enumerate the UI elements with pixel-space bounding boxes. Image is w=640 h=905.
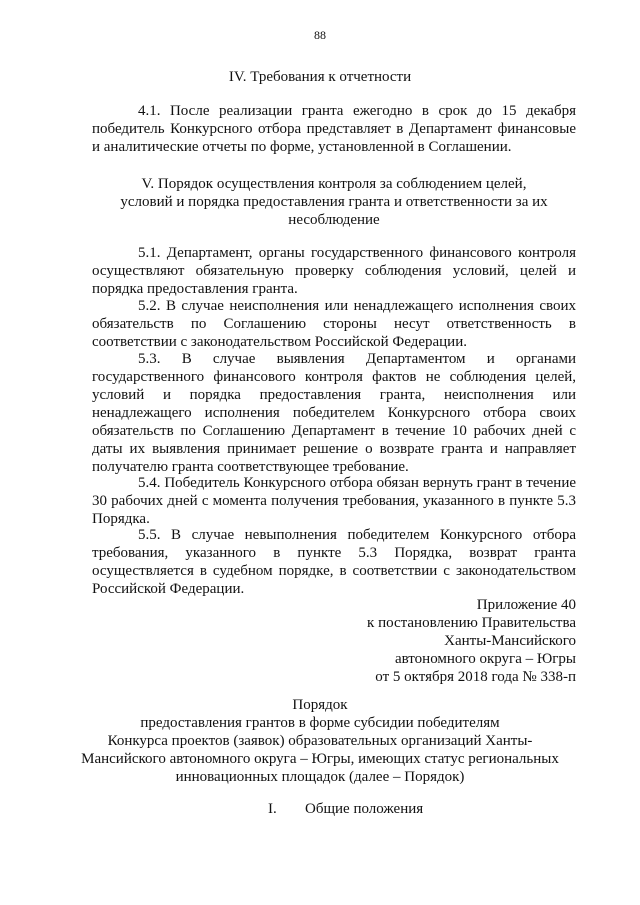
section-1-title: Общие положения (305, 801, 424, 817)
order-title-line: инновационных площадок (далее – Порядок) (175, 769, 465, 785)
paragraph-line: 4.1. После реализации гранта ежегодно в срок до 15 декабря (138, 103, 576, 119)
order-title-line: Мансийского автономного округа – Югры, имеющих статус региональных (81, 751, 559, 767)
paragraph-line: ненадлежащего исполнения победителем Конкурсного отбора своих (92, 405, 576, 421)
section-4-heading: IV. Требования к отчетности (228, 69, 412, 85)
appendix-block (300, 596, 576, 686)
paragraph-line: требования, указанного в пункте 5.3 Порядка, возврат гранта (92, 545, 576, 561)
paragraph-line: победитель Конкурсного отбора представляет в Департамент финансовые (92, 121, 576, 137)
order-title (60, 696, 580, 786)
appendix-line: к постановлению Правительства (367, 615, 576, 631)
paragraph-line: получателю гранта соответствующее требование. (92, 459, 409, 475)
paragraph-line: и аналитические отчеты по форме, установленной в Соглашении. (92, 139, 512, 155)
appendix-line: автономного округа – Югры (394, 651, 576, 667)
paragraph-5-2 (92, 297, 576, 351)
paragraph-line: Порядка. (92, 511, 150, 527)
order-title-line: Конкурса проектов (заявок) образовательных организаций Ханты- (107, 733, 533, 749)
paragraph-4-1 (92, 102, 576, 156)
paragraph-line: условий и порядка предоставления гранта, неисполнения или (92, 387, 576, 403)
paragraph-line: осуществляют обязательную проверку соблюдения условий, целей и (92, 263, 576, 279)
paragraph-line: обязательств по Соглашению Департамент в течение 10 рабочих дней с (92, 423, 576, 439)
paragraph-line: 5.3. В случае выявления Департаментом и органами (138, 351, 576, 367)
paragraph-line: 5.4. Победитель Конкурсного отбора обязан вернуть грант в течение (138, 475, 576, 491)
paragraph-line: даты их выявления принимает решение о возврате гранта и направляет (92, 441, 576, 457)
paragraph-line: осуществляется в судебном порядке, в соответствии с законодательством (92, 563, 576, 579)
paragraph-line: Российской Федерации. (92, 581, 245, 597)
page-number: 88 (314, 28, 326, 42)
paragraph-line: 5.1. Департамент, органы государственного финансового контроля (138, 245, 576, 261)
appendix-line: от 5 октября 2018 года № 338-п (375, 669, 576, 685)
heading-line: несоблюдение (288, 212, 380, 228)
paragraph-line: соответствии с законодательством Российской Федерации. (92, 334, 467, 350)
appendix-line: Ханты-Мансийского (444, 633, 576, 649)
heading-line: условий и порядка предоставления гранта и ответственности за их (120, 194, 548, 210)
paragraph-5-4 (92, 474, 576, 528)
paragraph-5-1 (92, 244, 576, 298)
paragraph-line: 5.2. В случае неисполнения или ненадлежащего исполнения своих (138, 298, 576, 314)
section-1-numeral: I. (268, 801, 277, 817)
order-title-line: Порядок (292, 697, 348, 713)
paragraph-line: 30 рабочих дней с момента получения требования, указанного в пункте 5.3 (92, 493, 576, 509)
paragraph-line: государственного финансового контроля фактов не соблюдения целей, (92, 369, 576, 385)
appendix-line: Приложение 40 (476, 597, 576, 613)
section-5-heading (92, 175, 576, 229)
paragraph-5-3 (92, 350, 576, 476)
paragraph-5-5 (92, 526, 576, 598)
paragraph-line: порядка предоставления гранта. (92, 281, 298, 297)
paragraph-line: 5.5. В случае невыполнения победителем Конкурсного отбора (138, 527, 576, 543)
paragraph-line: обязательств по Соглашению стороны несут ответственность в (92, 316, 576, 332)
order-title-line: предоставления грантов в форме субсидии победителям (140, 715, 500, 731)
heading-line: V. Порядок осуществления контроля за соблюдением целей, (141, 176, 527, 192)
